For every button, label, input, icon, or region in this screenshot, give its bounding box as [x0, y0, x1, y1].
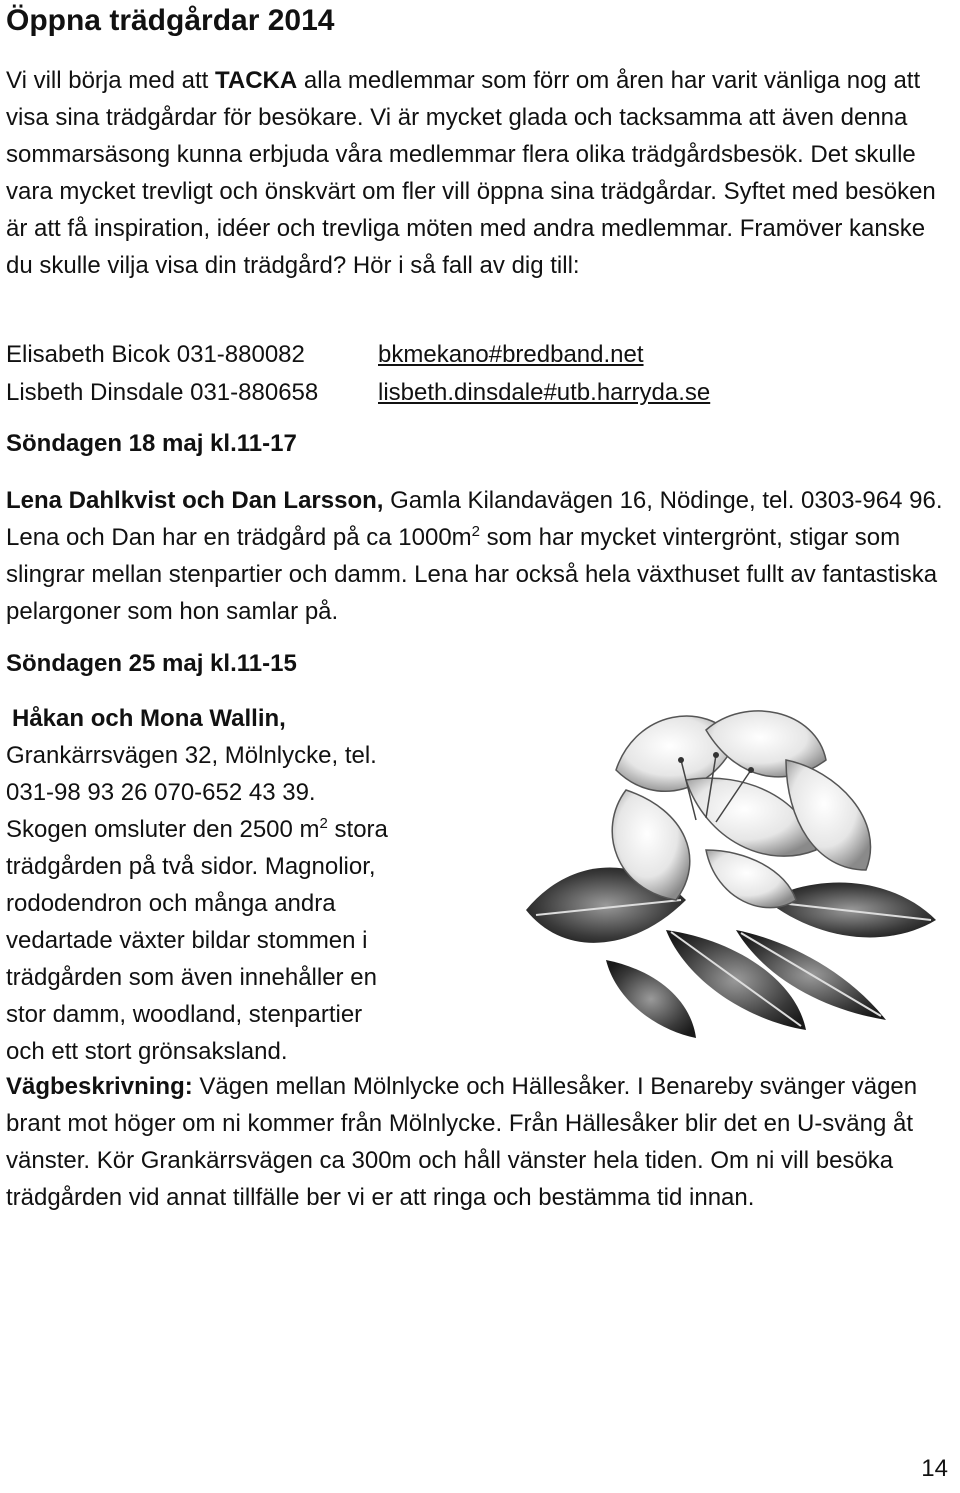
contact-row: [6, 336, 710, 374]
directions-label: Vägbeskrivning:: [6, 1073, 193, 1100]
event2-phone-line: 031-98 93 26 070-652 43 39.: [6, 779, 316, 806]
event2-area-superscript: 2: [319, 815, 328, 832]
event1-superscript: 2: [471, 523, 480, 540]
event2-date-heading: Söndagen 25 maj kl.11-15: [6, 650, 297, 677]
event2-address-line: Grankärrsvägen 32, Mölnlycke, tel.: [6, 742, 377, 769]
contact-email-link[interactable]: bkmekano#bredband.net: [378, 341, 644, 368]
intro-tacka: TACKA: [214, 67, 298, 94]
event1-paragraph: [6, 482, 951, 630]
event2-text-line: trädgården på två sidor. Magnolior,: [6, 853, 376, 880]
event2-area-text-end: stora: [327, 816, 388, 843]
intro-text-rest: alla medlemmar som förr om åren har varit vänliga nog att visa sina trädgårdar för besökare. Vi är mycket glada och tacksamma att även denna sommarsäsong kunna erbjuda våra medlemmar flera olika trädgårdsbesök. Det skulle vara mycket trevligt och önskvärt om fler vill öppna sina trädgårdar. Syftet med besöken är att få inspiration, idéer och trevliga möten med andra medlemmar. Framöver kanske du skulle vilja visa din trädgård? Hör i så fall av dig till:: [6, 67, 936, 279]
event1-hosts: Lena Dahlkvist och Dan Larsson,: [6, 487, 384, 514]
contact-list: [6, 336, 710, 412]
directions-paragraph: [6, 1068, 951, 1216]
event2-area-line: [6, 811, 388, 848]
contact-email-link[interactable]: lisbeth.dinsdale#utb.harryda.se: [378, 379, 711, 406]
event2-text-line: stor damm, woodland, stenpartier: [6, 1001, 363, 1028]
contact-name-phone: Elisabeth Bicok 031-880082: [6, 341, 305, 368]
event2-text-line: rododendron och många andra: [6, 890, 336, 917]
intro-text-start: Vi vill börja med att: [6, 67, 215, 94]
event1-text-a: Gamla Kilandavägen 16, Nödinge, tel. 0303-964 96. Lena och Dan har en trädgård på ca 1000m: [6, 487, 943, 551]
event2-text-line: och ett stort grönsaksland.: [6, 1038, 288, 1065]
intro-paragraph: [6, 62, 951, 284]
event1-text-b: som har mycket vintergrönt, stigar som slingrar mellan stenpartier och damm. Lena har också hela växthuset fullt av fantastiska pelargoner som hon samlar på.: [6, 524, 938, 625]
page-number: 14: [921, 1455, 948, 1482]
event2-area-text: Skogen omsluter den 2500 m: [6, 816, 320, 843]
event1-date-heading: Söndagen 18 maj kl.11-17: [6, 430, 297, 457]
event2-text-line: vedartade växter bildar stommen i: [6, 927, 368, 954]
contact-row: [6, 374, 710, 412]
contact-name-phone: Lisbeth Dinsdale 031-880658: [6, 379, 319, 406]
event2-hosts: Håkan och Mona Wallin,: [12, 705, 286, 732]
directions-text: Vägen mellan Mölnlycke och Hällesåker. I Benareby svänger vägen brant mot höger om ni kommer från Mölnlycke. Från Hällesåker blir det en U-sväng åt vänster. Kör Grankärrsvägen ca 300m och håll vänster hela tiden. Om ni vill besöka trädgården vid annat tillfälle ber vi er att ringa och bestämma tid innan.: [6, 1073, 918, 1211]
page-title: Öppna trädgårdar 2014: [6, 4, 335, 37]
rhododendron-illustration: [466, 700, 950, 1042]
event2-text-line: trädgården som även innehåller en: [6, 964, 377, 991]
